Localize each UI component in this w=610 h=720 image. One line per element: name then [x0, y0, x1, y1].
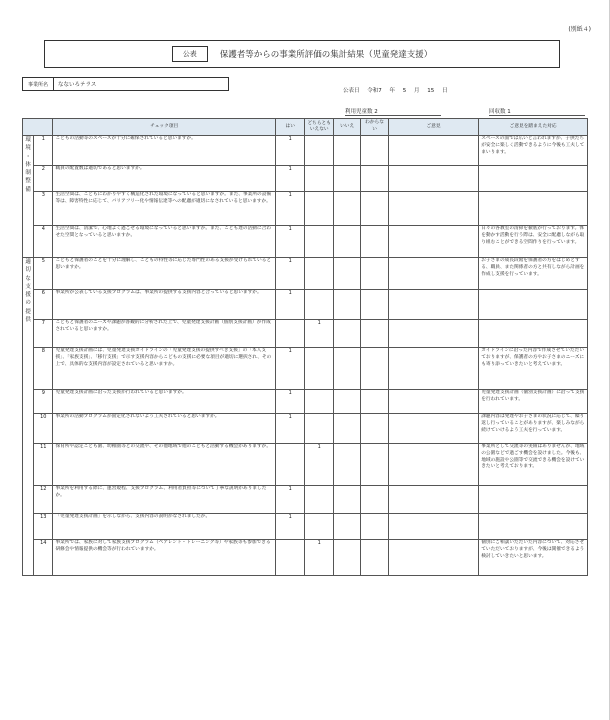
count-unknown — [361, 290, 388, 320]
table-row — [23, 444, 588, 486]
count-neither — [305, 486, 333, 514]
response-cell: 課題内容は発達やお子さまの状況に応じて、繰り返し行っていることがありますが、楽しみながら続けていけるよう工夫を行っています。 — [479, 414, 588, 444]
count-no — [333, 258, 360, 290]
check-item-text: 事業所では、家族に対して家族支援プログラム（ペアレント・トレーニング等）や家族等も参加できる研修会や情報提供の機会等が行われていますか。 — [53, 540, 276, 576]
response-cell — [479, 290, 588, 320]
opinion-cell — [388, 166, 478, 192]
count-unknown — [361, 136, 388, 166]
count-neither — [305, 390, 333, 414]
count-no — [333, 320, 360, 348]
office-name-value: なないろテラス — [54, 77, 229, 91]
response-cell: 日々の各教室の清掃を徹底が行っております。体を動かす活動を行う際は、安全に配慮しながら取り組むことができる空間作りを行っています。 — [479, 226, 588, 258]
row-number: 13 — [34, 514, 53, 540]
office-name-label: 事業所名 — [22, 77, 54, 91]
check-item-text: 事業所の活動プログラムが固定化されないよう工夫されていると思いますか。 — [53, 414, 276, 444]
response-cell: スペースの面では広いと言われますが、子供たちが安全に楽しく活動できるように今後も工夫してまいります。 — [479, 136, 588, 166]
row-number: 6 — [34, 290, 53, 320]
table-row — [23, 166, 588, 192]
check-item-text: 「児童発達支援計画」を示しながら、支援内容の説明がなされましたか。 — [53, 514, 276, 540]
user-count-value: 2 — [374, 109, 378, 115]
count-no — [333, 166, 360, 192]
document-title: 保護者等からの事業所評価の集計結果（児童発達支援） — [219, 50, 433, 60]
count-no — [333, 348, 360, 390]
table-row — [23, 290, 588, 320]
row-number: 7 — [34, 320, 53, 348]
table-row — [23, 390, 588, 414]
count-unknown — [361, 540, 388, 576]
publication-month-unit: 月 — [414, 88, 420, 94]
count-neither — [305, 166, 333, 192]
count-neither: 1 — [305, 320, 333, 348]
row-number: 8 — [34, 348, 53, 390]
check-item-text: 事業所が公表している支援プログラムは、事業所の提供する支援内容と合っていると思いますか。 — [53, 290, 276, 320]
publication-month: 5 — [402, 88, 407, 94]
check-item-text: こどもと保護者のことを十分に理解し、こどもの特性等に応じた専門性のある支援が受けられていると思いますか。 — [53, 258, 276, 290]
opinion-cell — [388, 226, 478, 258]
count-unknown — [361, 514, 388, 540]
user-count-underline — [345, 115, 441, 116]
table-row — [23, 226, 588, 258]
row-number: 1 — [34, 136, 53, 166]
count-yes: 1 — [276, 486, 305, 514]
table-row — [23, 540, 588, 576]
check-item-text: 保育所や認定こども園、幼稚園等との交流や、その他地域で他のこどもと活動する機会がありますか。 — [53, 444, 276, 486]
count-unknown — [361, 258, 388, 290]
count-neither — [305, 514, 333, 540]
count-neither — [305, 348, 333, 390]
count-yes — [276, 320, 305, 348]
table-row — [23, 320, 588, 348]
category-support: 適 切 な 支 援 の 提 供 — [23, 258, 34, 576]
table-row — [23, 136, 588, 166]
count-neither — [305, 290, 333, 320]
count-no — [333, 192, 360, 226]
header-opinion: ご意見 — [388, 119, 478, 136]
count-no — [333, 514, 360, 540]
publication-day-unit: 日 — [442, 88, 448, 94]
table-row — [23, 258, 588, 290]
response-cell: ガイドラインに沿った内容で作成させていただいておりますが、保護者の方やお子さまのニーズにも寄り添っていきたいと考えています。 — [479, 348, 588, 390]
count-no — [333, 136, 360, 166]
check-item-text: 児童発達支援計画に沿った支援が行われていると思いますか。 — [53, 390, 276, 414]
opinion-cell — [388, 444, 478, 486]
title-box — [44, 40, 560, 68]
count-no — [333, 226, 360, 258]
response-cell: お子さまの成長段階を保護者の方をはじめとする、職員、また関係者の方と共有しながら計画を作成し支援を行っています。 — [479, 258, 588, 290]
count-unknown — [361, 414, 388, 444]
response-cell — [479, 320, 588, 348]
count-yes: 1 — [276, 390, 305, 414]
opinion-cell — [388, 486, 478, 514]
check-item-text: 事業所を利用する際に、運営規程、支援プログラム、利用者負担等について丁寧な説明がありましたか。 — [53, 486, 276, 514]
opinion-cell — [388, 414, 478, 444]
row-number: 2 — [34, 166, 53, 192]
count-yes: 1 — [276, 514, 305, 540]
count-neither — [305, 258, 333, 290]
check-item-text: 生活空間は、清潔で、心地よく過ごせる環境になっていると思いますか。また、こども達の活動に合わせた空間となっていると思いますか。 — [53, 226, 276, 258]
count-neither: 1 — [305, 540, 333, 576]
count-neither — [305, 414, 333, 444]
count-unknown — [361, 486, 388, 514]
count-yes: 1 — [276, 414, 305, 444]
header-category — [23, 119, 53, 136]
count-yes: 1 — [276, 166, 305, 192]
header-neither: どちらとも いえない — [305, 119, 333, 136]
response-count-underline — [489, 115, 585, 116]
count-yes: 1 — [276, 192, 305, 226]
response-cell — [479, 514, 588, 540]
count-no — [333, 290, 360, 320]
table-header-row — [23, 119, 588, 136]
publication-date — [343, 86, 454, 94]
row-number: 3 — [34, 192, 53, 226]
count-unknown — [361, 226, 388, 258]
count-yes: 1 — [276, 258, 305, 290]
header-check-item: チェック項目 — [53, 119, 276, 136]
user-count — [345, 107, 378, 115]
publication-day: 15 — [427, 88, 435, 94]
row-number: 10 — [34, 414, 53, 444]
response-count — [489, 107, 511, 115]
count-yes: 1 — [276, 348, 305, 390]
opinion-cell — [388, 258, 478, 290]
response-cell: 個別にご相談いただいた内容について、対応させていただいておりますが、今後は開催できるよう検討していきたいと思います。 — [479, 540, 588, 576]
row-number: 4 — [34, 226, 53, 258]
response-cell: 事業所として交流等の実績はありませんが、地域の公園などで過ごす機会を設けました。今後も、地域の施設や公園等で交流できる機会を設けていきたいと考えております。 — [479, 444, 588, 486]
user-count-label: 利用児童数 — [345, 109, 373, 115]
response-cell — [479, 166, 588, 192]
count-yes: 1 — [276, 290, 305, 320]
form-number: (別紙４) — [568, 26, 591, 33]
count-unknown — [361, 166, 388, 192]
response-count-label: 回収数 — [489, 109, 506, 115]
publication-tag: 公表 — [172, 46, 208, 62]
table-row — [23, 348, 588, 390]
row-number: 5 — [34, 258, 53, 290]
count-unknown — [361, 390, 388, 414]
table-row — [23, 414, 588, 444]
opinion-cell — [388, 136, 478, 166]
opinion-cell — [388, 390, 478, 414]
check-item-text: こどもと保護者のニーズや課題が客観的に分析された上で、児童発達支援計画（個別支援計画）が作成されていると思いますか。 — [53, 320, 276, 348]
check-item-text: 児童発達支援計画には、児童発達支援ガイドラインの「児童発達支援の提供すべき支援」の「本人支援」、「家族支援」、「移行支援」で示す支援内容からこどもの支援に必要な項目が適切に選択され、その上で、具体的な支援内容が設定されていると思いますか。 — [53, 348, 276, 390]
response-cell — [479, 486, 588, 514]
opinion-cell — [388, 290, 478, 320]
opinion-cell — [388, 192, 478, 226]
count-no — [333, 540, 360, 576]
count-no — [333, 414, 360, 444]
header-yes: はい — [276, 119, 305, 136]
publication-year-unit: 年 — [389, 88, 396, 94]
table-body — [23, 136, 588, 576]
table-row — [23, 514, 588, 540]
count-neither: 1 — [305, 444, 333, 486]
count-no — [333, 390, 360, 414]
publication-date-label: 公表日 — [343, 88, 360, 94]
count-yes — [276, 444, 305, 486]
response-cell: 児童発達支援計画（個別支援計画）に沿って支援を行われています。 — [479, 390, 588, 414]
row-number: 11 — [34, 444, 53, 486]
count-no — [333, 486, 360, 514]
opinion-cell — [388, 540, 478, 576]
count-neither — [305, 192, 333, 226]
count-neither — [305, 136, 333, 166]
opinion-cell — [388, 320, 478, 348]
publication-era: 令和7 — [367, 88, 382, 94]
count-unknown — [361, 348, 388, 390]
check-item-text: こどもの活動等のスペースが十分に確保されていると思いますか。 — [53, 136, 276, 166]
opinion-cell — [388, 514, 478, 540]
count-no — [333, 444, 360, 486]
count-unknown — [361, 444, 388, 486]
count-yes: 1 — [276, 226, 305, 258]
header-no: いいえ — [333, 119, 360, 136]
response-cell — [479, 192, 588, 226]
response-count-value: 1 — [507, 109, 511, 115]
row-number: 9 — [34, 390, 53, 414]
table-row — [23, 192, 588, 226]
table-row — [23, 486, 588, 514]
category-environment: 環 境 ・ 体 制 整 備 — [23, 136, 34, 258]
count-unknown — [361, 192, 388, 226]
check-item-text: 生活空間は、こどもにわかりやすく構造化された環境になっていると思いますか。また、事業所の設備等は、障害特性に応じて、バリアフリー化や情報伝達等への配慮が適切になされていると思いますか。 — [53, 192, 276, 226]
check-item-text: 職員の配置数は適切であると思いますか。 — [53, 166, 276, 192]
row-number: 12 — [34, 486, 53, 514]
header-response: ご意見を踏まえた対応 — [479, 119, 588, 136]
count-yes — [276, 540, 305, 576]
row-number: 14 — [34, 540, 53, 576]
count-neither — [305, 226, 333, 258]
count-yes: 1 — [276, 136, 305, 166]
count-unknown — [361, 320, 388, 348]
header-unknown: わからない — [361, 119, 388, 136]
opinion-cell — [388, 348, 478, 390]
evaluation-table — [22, 118, 588, 576]
